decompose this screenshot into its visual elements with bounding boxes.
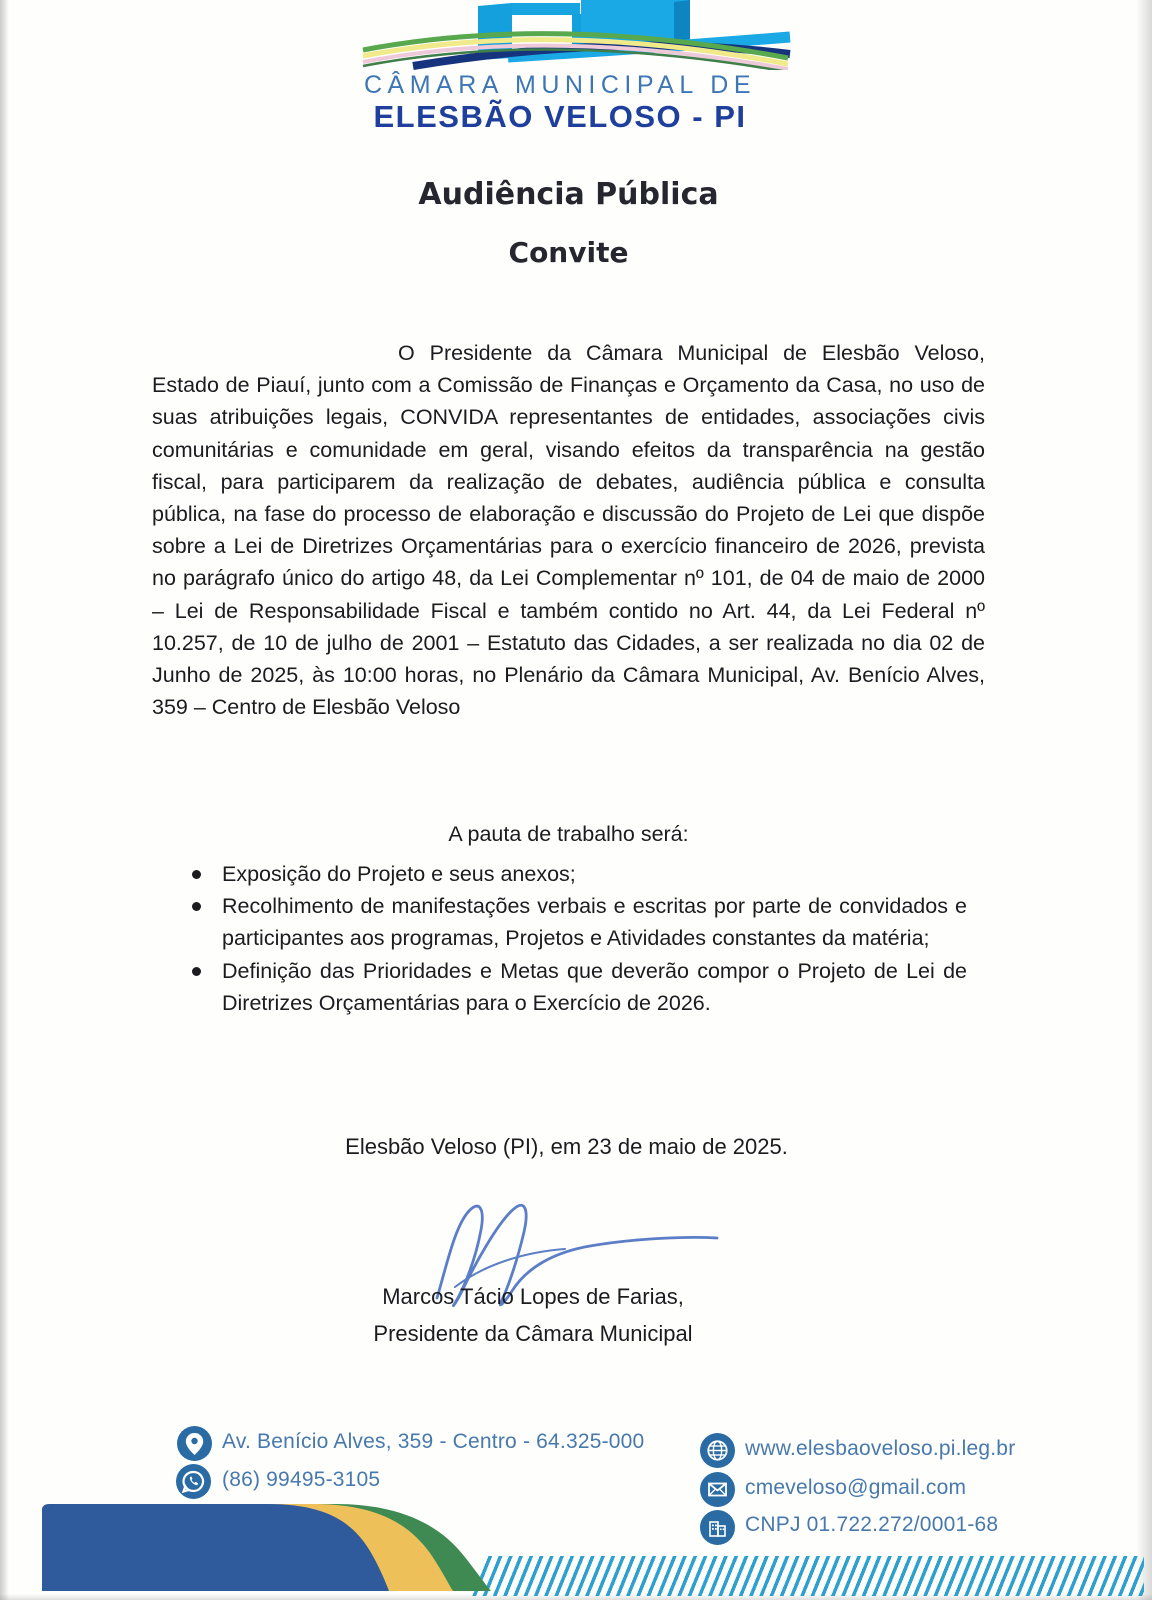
agenda-heading: A pauta de trabalho será: [448, 822, 689, 846]
diagonal-stripes-decoration [468, 1556, 1144, 1596]
footer-address: Av. Benício Alves, 359 - Centro - 64.325-000 [222, 1430, 645, 1453]
agenda-item-text: Exposição do Projeto e seus anexos; [222, 862, 576, 886]
scan-edge-right [1136, 0, 1152, 1600]
location-pin-icon [177, 1426, 212, 1461]
scan-edge-left [0, 0, 9, 1600]
signer-name: Marcos Tácio Lopes de Farias, [382, 1284, 684, 1309]
agenda-item [152, 890, 967, 954]
agenda-item [152, 955, 967, 1019]
bullet-dot-icon [192, 870, 201, 879]
org-name-line2: ELESBÃO VELOSO - PI [373, 99, 747, 134]
footer-website: www.elesbaoveloso.pi.leg.br [745, 1437, 1016, 1460]
footer-cnpj: CNPJ 01.722.272/0001-68 [745, 1513, 999, 1536]
city-hall-logo-icon [358, 0, 794, 70]
agenda-item-text: Recolhimento de manifestações verbais e escritas por parte de convidados e participantes aos programas, Projetos e Atividades constantes da matéria; [222, 894, 967, 951]
org-name-line1: CÂMARA MUNICIPAL DE [363, 71, 757, 99]
bullet-dot-icon [192, 902, 201, 911]
bullet-dot-icon [192, 967, 201, 976]
ribbon-swoosh-decoration [30, 1500, 530, 1596]
agenda-item-text: Definição das Prioridades e Metas que deverão compor o Projeto de Lei de Diretrizes Orçamentárias para o Exercício de 2026. [222, 958, 967, 1015]
page-subtitle: Convite [508, 236, 629, 269]
agenda-list [152, 858, 967, 1019]
page-title: Audiência Pública [418, 177, 719, 212]
building-icon [700, 1510, 735, 1545]
envelope-icon [700, 1472, 735, 1507]
signer-role: Presidente da Câmara Municipal [373, 1321, 693, 1346]
footer-phone: (86) 99495-3105 [222, 1468, 381, 1491]
dateline: Elesbão Veloso (PI), em 23 de maio de 2025. [345, 1134, 788, 1159]
whatsapp-icon [176, 1464, 211, 1499]
body-paragraph: O Presidente da Câmara Municipal de Elesbão Veloso, Estado de Piauí, junto com a Comissão de Finanças e Orçamento da Casa, no uso de suas atribuições legais, CONVIDA representantes de entidades, associações civis comunitárias e comunidade em geral, visando efeitos da transparência na gestão fiscal, para participarem da realização de debates, audiência pública e consulta pública, na fase do processo de elaboração e discussão do Projeto de Lei que dispõe sobre a Lei de Diretrizes Orçamentárias para o exercício financeiro de 2026, prevista no parágrafo único do artigo 48, da Lei Complementar nº 101, de 04 de maio de 2000 – Lei de Responsabilidade Fiscal e também contido no Art. 44, da Lei Federal nº 10.257, de 10 de julho de 2001 – Estatuto das Cidades, a ser realizada no dia 02 de Junho de 2025, às 10:00 horas, no Plenário da Câmara Municipal, Av. Benício Alves, 359 – Centro de Elesbão Veloso [152, 341, 985, 720]
agenda-item [152, 858, 967, 890]
footer-email: cmeveloso@gmail.com [745, 1476, 967, 1499]
globe-icon [700, 1433, 735, 1468]
